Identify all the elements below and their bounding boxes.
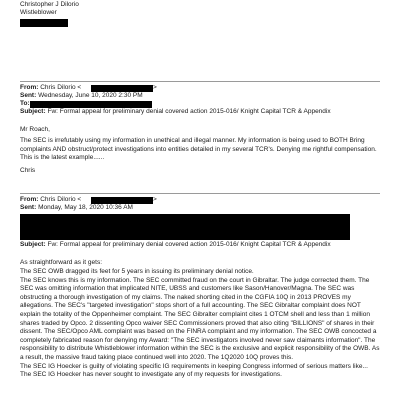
email1-greeting: Mr Roach, — [20, 126, 50, 133]
sent-label: Sent: — [20, 204, 37, 211]
email2-subject-line — [20, 241, 331, 250]
from-value: Chris Dilorio < — [40, 196, 82, 203]
body-paragraph: The SEC knows this is my information. The SEC committed fraud on the court in Gibraltar. The judge corrected them. The SEC was omitting information that implicated NITE, UBSS and customers like Sason/Hanover/Magna. The SEC was obstructing a thorough investigation of my claims. The naked shorting cited in the CGFIA 10Q in 2013 PROVES my allegations. The SEC's "targeted investigation" stops short of a full accounting. The SEC Gibraltar complaint does NOT explain the totality of the Oppenheimer complaint. The SEC Gibralter complaint cites 1 OTCM shell and less than 1 million shares traded by Opco. 2 dissenting Opco waiver SEC Commissioners proved that also citing "BILLIONS" of shares in their dissent. The SEC/Opco AML complaint was based on the FINRA complaint and my information. The SEC OWB concocted a completely fabricated reason for denying my Award: "The SEC investigators involved never saw claimants information". The responsibility to distribute Whistleblower information within the SEC is the exclusive and explicit responsibility of the OWB. As a result, the massive fraud taking place continued well into 2020. The 1Q2020 10Q proves this. — [20, 276, 380, 361]
from-label: From: — [20, 84, 39, 91]
email2-body — [20, 268, 380, 380]
sent-value: Wednesday, June 10, 2020 2:30 PM — [38, 92, 143, 99]
to-label: To: — [20, 100, 30, 107]
sender-name: Christopher J Dilorio — [20, 1, 79, 8]
sender-title: Wistleblower — [20, 9, 57, 16]
email-divider — [20, 193, 380, 194]
from-close: > — [153, 84, 157, 91]
email1-signoff: Chris — [20, 167, 36, 174]
from-value: Chris Dilorio < — [40, 84, 82, 91]
email1-sent-line — [20, 92, 143, 101]
sent-label: Sent: — [20, 92, 37, 99]
from-close: > — [153, 196, 157, 203]
email2-sent-line — [20, 204, 133, 213]
email-divider — [20, 81, 380, 82]
subject-label: Subject: — [20, 241, 46, 248]
redaction-block — [20, 214, 350, 240]
subject-value: Fw: Formal appeal for preliminary denial covered action 2015-016/ Knight Capital TCR & Appendix — [47, 241, 331, 248]
email2-intro: As straightforward as it gets: — [20, 259, 103, 266]
subject-value: Fw: Formal appeal for preliminary denial covered action 2015-016/ Knight Capital TCR & Appendix — [47, 108, 331, 115]
redaction-block — [30, 101, 152, 108]
body-paragraph: The SEC IG Hoecker is guilty of violating specific IG requirements in keeping Congress informed of serious matters like... The SEC IG Hoecker has never sought to investigate any of my requests for investigations. — [20, 362, 368, 379]
redaction-block — [91, 85, 153, 92]
redaction-block — [20, 19, 68, 27]
subject-label: Subject: — [20, 108, 46, 115]
from-label: From: — [20, 196, 39, 203]
email1-body: The SEC is irrefutably using my information in unethical and illegal manner. My information is being used to BOTH Bring complaints AND obstruct/protect investigations into entities detailed in my several TCR's. Denying me rightful compensation. This is the latest example...... — [20, 137, 377, 162]
body-paragraph: The SEC OWB dragged its feet for 5 years in issuing its preliminary denial notice. — [20, 268, 254, 275]
sent-value: Monday, May 18, 2020 10:36 AM — [38, 204, 133, 211]
redaction-block — [91, 197, 153, 204]
email1-subject-line — [20, 108, 331, 117]
